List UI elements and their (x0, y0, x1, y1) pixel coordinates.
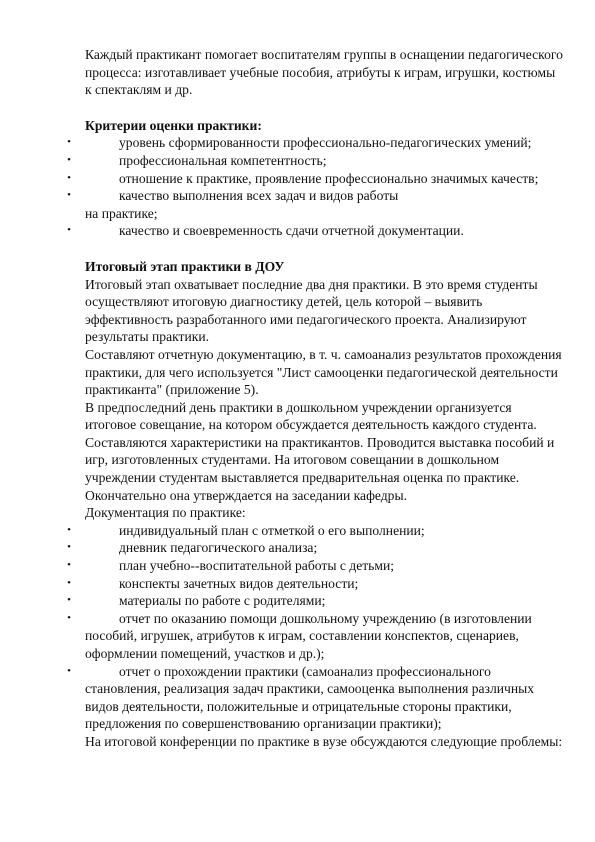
bullet-icon: • (67, 541, 71, 554)
documentation-label: Документация по практике: (85, 505, 246, 521)
list-item (67, 575, 563, 593)
bullet-icon: • (67, 171, 71, 184)
bullet-icon: • (67, 153, 71, 166)
criteria-heading: Критерии оценки практики: (85, 117, 262, 133)
list-item-text: качество выполнения всех задач и видов работы (119, 188, 399, 204)
intro-paragraph: Каждый практикант помогает воспитателям группы в оснащении педагогического процесса: изготавливает учебные пособия, атрибуты к играм, игрушки, костюмы к спектаклям и др. (85, 47, 563, 98)
final-stage-heading: Итоговый этап практики в ДОУ (85, 258, 285, 274)
bullet-icon: • (67, 576, 71, 589)
list-item (67, 592, 563, 610)
list-item (67, 539, 563, 557)
list-item (67, 134, 563, 152)
bullet-icon: • (67, 523, 71, 536)
bullet-icon: • (67, 189, 71, 202)
list-item-text: качество и своевременность сдачи отчетной документации. (119, 223, 464, 239)
bullet-icon: • (67, 594, 71, 607)
bullet-icon: • (67, 136, 71, 149)
list-item-text: профессиональная компетентность; (119, 152, 327, 168)
criteria-list-cont (67, 222, 563, 240)
list-item (67, 187, 563, 205)
list-item (67, 610, 563, 663)
bullet-icon: • (67, 559, 71, 572)
list-item-text: план учебно--воспитательной работы с детьми; (119, 558, 395, 574)
bullet-icon: • (67, 611, 71, 624)
list-item-text: уровень сформированности профессионально-педагогических умений; (119, 135, 532, 151)
list-item-text: конспекты зачетных видов деятельности; (119, 575, 359, 591)
closing-paragraph: На итоговой конференции по практике в вузе обсуждаются следующие проблемы: (85, 733, 563, 749)
criteria-continuation: на практике; (85, 205, 158, 221)
spacer (85, 240, 563, 258)
documentation-list (67, 522, 563, 733)
list-item (67, 663, 563, 733)
bullet-icon: • (67, 224, 71, 237)
list-item-text: отношение к практике, проявление профессионально значимых качеств; (119, 170, 539, 186)
list-item-text: материалы по работе с родителями; (119, 593, 326, 609)
list-item-text: отчет о прохождении практики (самоанализ профессионального становления, реализация задач практики, самооценка выполнения различных видов деятельности, положительные и отрицательные стороны практики, предложения по совершенствованию организации практики); (85, 663, 535, 732)
final-stage-paragraph: В предпоследний день практики в дошкольном учреждении организуется итоговое совещание, на котором обсуждается деятельность каждого студента. Составляются характеристики на практикантов. Проводится выставка пособий и игр, изготовленных студентами. На итоговом совещании в дошкольном учреждении студентам выставляется предварительная оценка по практике. Окончательно она утверждается на заседании кафедры. (85, 399, 555, 503)
list-item (67, 522, 563, 540)
list-item-text: индивидуальный план с отметкой о его выполнении; (119, 522, 425, 538)
spacer (85, 99, 563, 117)
list-item (67, 557, 563, 575)
bullet-icon: • (67, 664, 71, 677)
list-item (67, 170, 563, 188)
final-stage-paragraph: Итоговый этап охватывает последние два дня практики. В это время студенты осуществляют итоговую диагностику детей, цель которой – выявить эффективность разработанного ими педагогического проекта. Анализируют результаты практики. (85, 276, 538, 345)
list-item (67, 222, 563, 240)
criteria-list (67, 134, 563, 204)
list-item (67, 152, 563, 170)
final-stage-paragraph: Составляют отчетную документацию, в т. ч. самоанализ результатов прохождения практики, для чего используется "Лист самооценки педагогической деятельности практиканта" (приложение 5). (85, 346, 562, 398)
page-content (67, 46, 563, 751)
list-item-text: отчет по оказанию помощи дошкольному учреждению (в изготовлении пособий, игрушек, атрибутов к играм, составлении конспектов, сценариев, оформлении помещений, участков и др.); (85, 610, 532, 661)
list-item-text: дневник педагогического анализа; (119, 540, 318, 556)
